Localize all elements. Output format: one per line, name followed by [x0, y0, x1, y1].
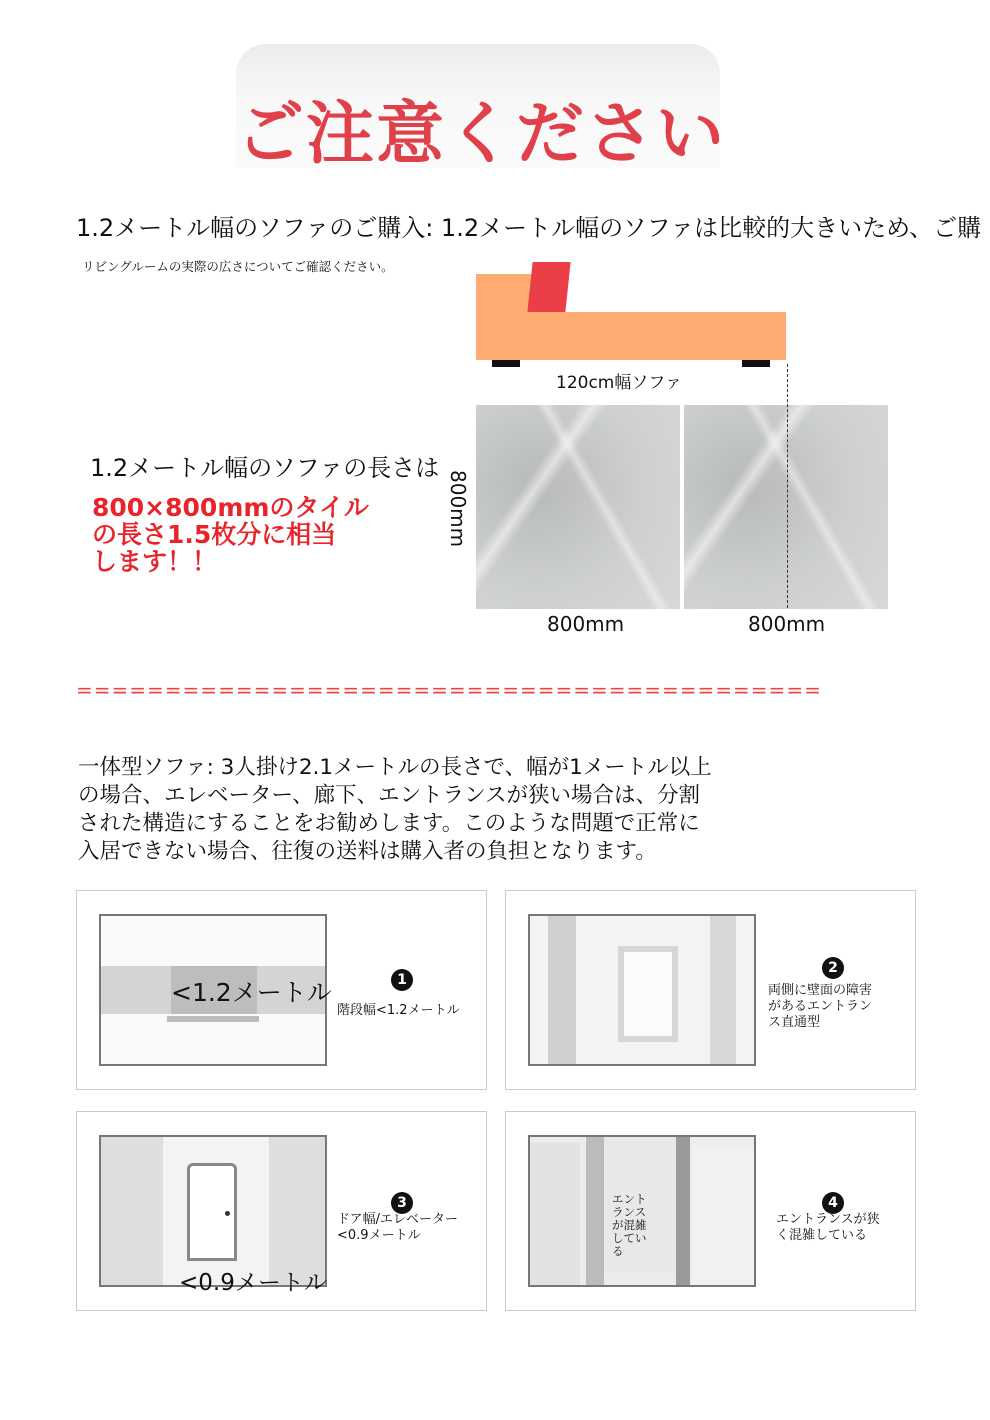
caption-line: エントランスが狭 — [776, 1212, 880, 1227]
room-wall-left — [101, 1137, 163, 1285]
card-door — [76, 1111, 487, 1311]
caption-line: 階段幅<1.2メートル — [337, 1003, 460, 1018]
number-badge-3: 3 — [391, 1192, 413, 1214]
page-title: ご注意ください — [236, 95, 727, 174]
paragraph-line: された構造にすることをお勧めします。このような問題で正常に — [78, 811, 700, 836]
tile-height-label: 800mm — [446, 470, 470, 548]
card-caption — [337, 1003, 460, 1019]
number-badge-2: 2 — [822, 957, 844, 979]
length-note-line: の長さ1.5枚分に相当 — [92, 520, 337, 549]
number-badge-1: 1 — [391, 969, 413, 991]
sofa-length-marker — [787, 364, 788, 608]
paragraph-line: 入居できない場合、往復の送料は購入者の負担となります。 — [78, 839, 657, 864]
number-badge-4: 4 — [822, 1192, 844, 1214]
sofa-seat — [536, 274, 786, 312]
sofa-leg-left — [492, 360, 520, 367]
tile-width-label-2: 800mm — [748, 612, 826, 636]
card-caption — [776, 1212, 880, 1244]
card-caption — [768, 983, 872, 1031]
caption-line: <0.9メートル — [337, 1228, 421, 1243]
sofa-leg-right — [742, 360, 770, 367]
caption-line: ス直通型 — [768, 1015, 821, 1030]
room-wall-right — [269, 1137, 325, 1285]
section1-subtitle: リビングルームの実際の広さについてご確認ください。 — [82, 259, 394, 274]
pillar-right — [676, 1137, 690, 1285]
marble-tile-2 — [684, 405, 888, 609]
entrance-door — [618, 946, 678, 1042]
wall-left — [548, 916, 576, 1064]
crowded-entrance-label: エントランスが混雑している — [612, 1192, 647, 1258]
length-note — [92, 494, 402, 575]
pillar-left — [586, 1137, 604, 1285]
section2-paragraph — [78, 754, 818, 866]
sofa-cushion — [527, 262, 570, 312]
door-width-label: <0.9メートル — [179, 1270, 327, 1296]
crowded-entrance-illustration — [528, 1135, 756, 1287]
caption-line: ドア幅/エレベーター — [337, 1212, 458, 1227]
card-entrance — [505, 890, 916, 1090]
door-knob — [225, 1211, 230, 1216]
separator-line: ========================================== — [76, 680, 822, 700]
length-title: 1.2メートル幅のソファの長さは — [90, 454, 440, 482]
paragraph-line: の場合、エレベーター、廊下、エントランスが狭い場合は、分割 — [78, 783, 700, 808]
length-note-line: 800×800mmのタイル — [92, 493, 369, 522]
card-caption — [337, 1212, 458, 1244]
side-wall — [530, 1143, 580, 1285]
card-stairs — [76, 890, 487, 1090]
stair-edge — [167, 1016, 259, 1022]
section1-title: 1.2メートル幅のソファのご購入: 1.2メートル幅のソファは比較的大きいため、ご購 — [76, 214, 982, 242]
paragraph-line: 一体型ソファ: 3人掛け2.1メートルの長さで、幅が1メートル以上 — [78, 755, 712, 780]
caption-line: 両側に壁面の障害 — [768, 983, 873, 998]
caption-line: く混雑している — [776, 1228, 868, 1243]
card-crowded-entrance — [505, 1111, 916, 1311]
length-note-line: します！！ — [92, 547, 218, 576]
marble-tile-1 — [476, 405, 680, 609]
sofa-caption: 120cm幅ソファ — [556, 373, 683, 393]
wall-right — [710, 916, 736, 1064]
caption-line: があるエントラン — [768, 999, 873, 1014]
stairs-width-label: <1.2メートル — [171, 978, 332, 1007]
tile-width-label-1: 800mm — [547, 612, 625, 636]
entrance-illustration — [528, 914, 756, 1066]
side-door — [692, 1145, 754, 1285]
